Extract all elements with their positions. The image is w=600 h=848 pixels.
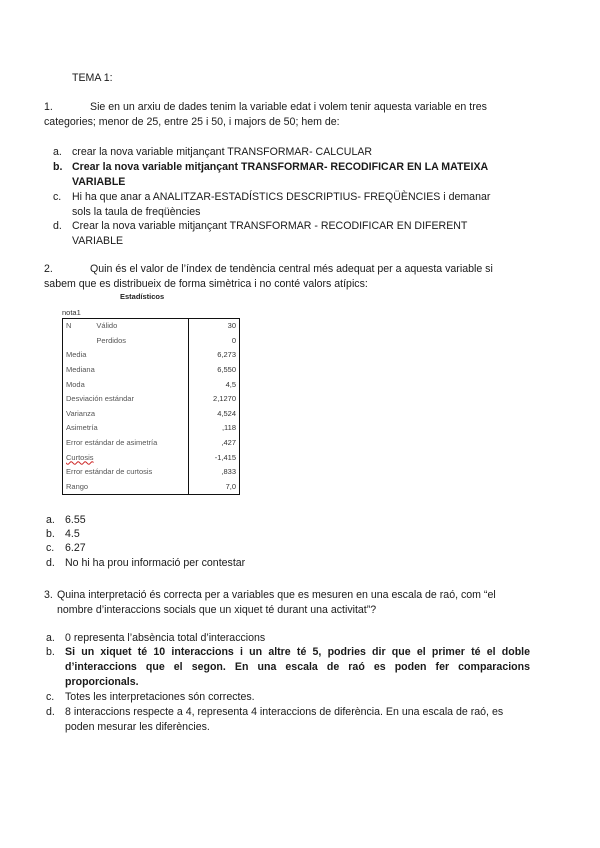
- row-label: Asimetría: [66, 423, 98, 433]
- question-number: 1.: [44, 101, 53, 113]
- option-text: 4.5: [65, 528, 80, 540]
- option-2b: [46, 527, 536, 542]
- question-number: 2.: [44, 263, 53, 275]
- question-number: 3.: [44, 589, 53, 601]
- row-label: [63, 334, 95, 349]
- option-3c: [46, 690, 536, 705]
- option-2a: [46, 513, 536, 528]
- row-value: -1,415: [189, 450, 240, 465]
- row-value: 7,0: [189, 480, 240, 495]
- row-label: Varianza: [66, 408, 96, 418]
- row-label: Moda: [66, 379, 85, 389]
- option-2c: [46, 541, 536, 556]
- row-value: 4,5: [189, 377, 240, 392]
- option-1b-correct: [53, 160, 543, 190]
- option-letter: a.: [46, 632, 55, 644]
- option-letter: d.: [46, 706, 55, 718]
- option-letter: c.: [53, 191, 62, 203]
- stats-table-variable: nota1: [62, 308, 81, 317]
- statistics-table: [62, 318, 240, 495]
- option-text: crear la nova variable mitjançant TRANSFORMAR- CALCULAR: [72, 146, 373, 158]
- row-value: 2,1270: [189, 392, 240, 407]
- option-text: 8 interaccions respecte a 4, representa 4 interaccions de diferència. En una escala de raó, es poden mesurar les diferències.: [65, 706, 504, 733]
- table-row: [63, 480, 240, 495]
- option-text: Totes les interpretaciones són correctes.: [65, 691, 255, 703]
- row-value: 6,273: [189, 348, 240, 363]
- row-value: 30: [189, 319, 240, 334]
- table-row: [63, 319, 240, 334]
- table-row: [63, 465, 240, 480]
- question-text-line1: Sie en un arxiu de dades tenim la variable edat i volem tenir aquesta variable en tres: [90, 101, 487, 113]
- option-1a: [53, 145, 543, 160]
- table-row: [63, 363, 240, 378]
- option-text: No hi ha prou informació per contestar: [65, 557, 246, 569]
- option-text: Crear la nova variable mitjançant TRANSFORMAR- RECODIFICAR EN LA MATEIXA VARIABLE: [72, 161, 488, 188]
- row-label: [63, 450, 189, 465]
- option-3d: [46, 705, 530, 735]
- option-letter: a.: [46, 514, 55, 526]
- row-value: 4,524: [189, 407, 240, 422]
- option-letter: d.: [53, 220, 62, 232]
- option-3b-correct: [46, 645, 530, 689]
- option-letter: b.: [53, 161, 63, 173]
- row-value: 6,550: [189, 363, 240, 378]
- spellcheck-underlined-word: Curtosis: [66, 452, 94, 462]
- row-label: Error estándar de asimetría: [66, 438, 158, 448]
- question-2: [44, 262, 554, 292]
- option-text: 6.55: [65, 514, 86, 526]
- option-letter: b.: [46, 528, 55, 540]
- table-row: [63, 436, 240, 451]
- row-label: Error estándar de curtosis: [66, 467, 153, 477]
- row-label: Desviación estándar: [66, 394, 134, 404]
- option-letter: d.: [46, 557, 55, 569]
- table-row: [63, 407, 240, 422]
- option-text: 6.27: [65, 542, 86, 554]
- stats-table-title: Estadísticos: [120, 292, 165, 301]
- row-label: Mediana: [66, 365, 95, 375]
- option-2d: [46, 556, 536, 571]
- table-row: [63, 392, 240, 407]
- question-text: Quina interpretació és correcta per a variables que es mesuren en una escala de raó, com “el nombre d’interaccions socials que un xiquet té durant una activitat”?: [57, 589, 496, 616]
- table-row: [63, 377, 240, 392]
- row-sublabel: Perdidos: [96, 335, 127, 345]
- option-letter: c.: [46, 542, 55, 554]
- option-1c: [53, 190, 543, 220]
- question-text-line2: sabem que es distribueix de forma simètrica i no conté valors atípics:: [44, 277, 368, 290]
- question-1: [44, 100, 554, 130]
- row-label: Rango: [66, 481, 89, 491]
- option-text: Crear la nova variable mitjançant TRANSFORMAR - RECODIFICAR EN DIFERENT VARIABLE: [72, 220, 468, 247]
- option-letter: c.: [46, 691, 55, 703]
- row-value: ,833: [189, 465, 240, 480]
- option-text: Hi ha que anar a ANALITZAR-ESTADÍSTICS DESCRIPTIUS- FREQÜÈNCIES i demanar sols la taula de freqüències: [72, 191, 491, 218]
- option-text: Si un xiquet té 10 interaccions i un altre té 5, podries dir que el primer té el doble d’interaccions que el segon. En una escala de raó es poden fer comparacions proporcionals.: [65, 646, 530, 688]
- question-text-line1: Quin és el valor de l’índex de tendència central més adequat per a aquesta variable si: [90, 263, 493, 275]
- option-1d: [53, 219, 543, 249]
- table-row: [63, 421, 240, 436]
- row-value: 0: [189, 334, 240, 349]
- page-heading: TEMA 1:: [72, 72, 113, 84]
- table-row: [63, 450, 240, 465]
- option-letter: b.: [46, 646, 55, 658]
- row-value: ,118: [189, 421, 240, 436]
- row-sublabel: Válido: [96, 321, 118, 331]
- option-3a: [46, 631, 536, 646]
- option-letter: a.: [53, 146, 62, 158]
- question-3: [44, 588, 514, 618]
- table-row: [63, 334, 240, 349]
- option-text: 0 representa l’absència total d’interaccions: [65, 632, 266, 644]
- table-row: [63, 348, 240, 363]
- question-text-line2: categories; menor de 25, entre 25 i 50, i majors de 50; hem de:: [44, 115, 340, 128]
- row-label: N: [66, 321, 72, 331]
- row-value: ,427: [189, 436, 240, 451]
- row-label: Media: [66, 350, 87, 360]
